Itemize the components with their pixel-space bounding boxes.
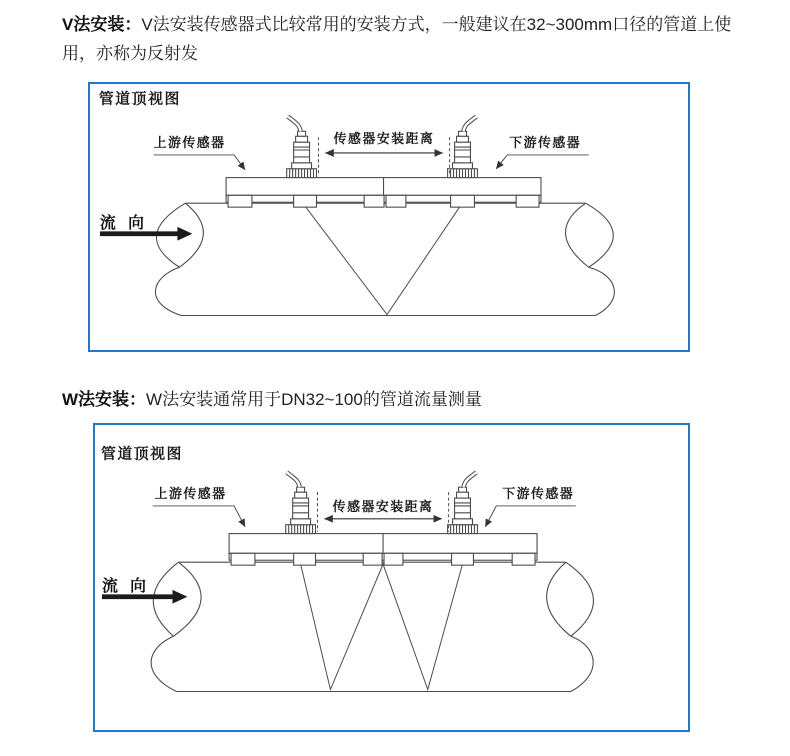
rail-tab: [228, 195, 252, 207]
v-method-heading: [62, 10, 738, 68]
v-method-diagram: [90, 84, 688, 350]
w-method-heading-bold: W法安装：: [62, 390, 147, 409]
rail-tab: [231, 553, 255, 565]
sensor-distance-label: 传感器安装距离: [333, 131, 435, 147]
rail-tab: [384, 553, 403, 565]
rail-tab: [452, 553, 474, 565]
upstream-sensor-label: 上游传感器: [153, 135, 226, 151]
w-beam-path: [301, 564, 463, 689]
upstream-transducer: [287, 117, 317, 178]
rail-tab: [294, 195, 317, 207]
pipe-top-view-title: 管道顶视图: [100, 446, 183, 463]
rail-tab: [512, 553, 535, 565]
rail-tab: [363, 553, 382, 565]
w-method-diagram-panel: [93, 423, 690, 732]
upstream-transducer: [286, 472, 316, 533]
pipe-outline: [151, 562, 593, 691]
v-beam-path: [304, 204, 462, 314]
downstream-sensor-label: 下游传感器: [509, 135, 582, 151]
downstream-leader-arrow: [496, 155, 588, 169]
v-method-diagram-panel: [88, 82, 690, 352]
mounting-rail: [229, 534, 537, 566]
rail-tab: [451, 195, 475, 207]
flow-direction-label: 流 向: [101, 577, 151, 595]
downstream-transducer: [448, 117, 478, 178]
rail-tab: [386, 195, 406, 207]
w-method-heading-text: W法安装通常用于DN32~100的管道流量测量: [146, 390, 482, 409]
mounting-rail: [226, 178, 541, 208]
v-method-heading-bold: V法安装：: [62, 15, 142, 34]
rail-tab: [294, 553, 316, 565]
flow-direction-label: 流 向: [99, 214, 149, 232]
downstream-sensor-label: 下游传感器: [502, 486, 575, 502]
w-method-heading: [62, 385, 738, 414]
w-method-diagram: [95, 425, 688, 730]
pipe-outline: [155, 203, 614, 315]
v-method-heading-text: V法安装传感器式比较常用的安装方式，一般建议在32~300mm口径的管道上使用，亦称为反射发: [62, 15, 732, 63]
sensor-distance-label: 传感器安装距离: [332, 498, 434, 514]
upstream-leader-arrow: [153, 506, 245, 527]
pipe-top-view-title: 管道顶视图: [98, 91, 181, 108]
upstream-sensor-label: 上游传感器: [154, 486, 227, 502]
upstream-leader-arrow: [154, 155, 245, 170]
rail-tab: [516, 195, 539, 207]
rail-tab: [364, 195, 384, 207]
downstream-leader-arrow: [485, 506, 575, 527]
downstream-transducer: [448, 472, 478, 533]
